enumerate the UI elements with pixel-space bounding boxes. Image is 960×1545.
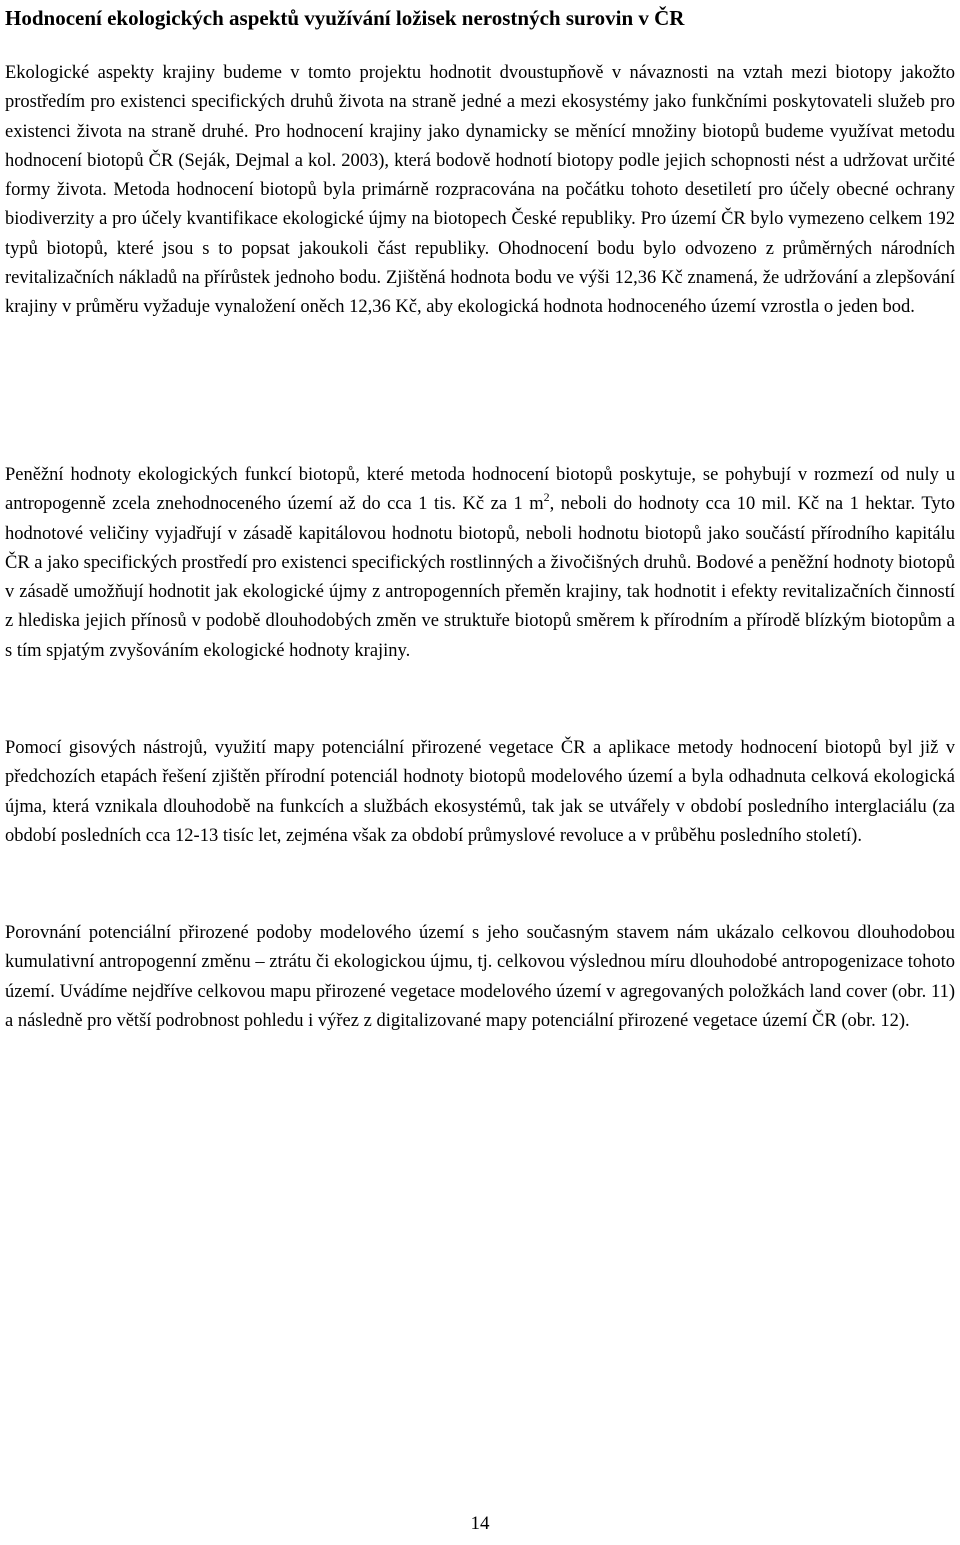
paragraph-2-text-b: , neboli do hodnoty cca 10 mil. Kč na 1 hektar. Tyto hodnotové veličiny vyjadřují v zásadě kapitálovou hodnotu biotopů, neboli hodnotu biotopů jako součástí přírodního kapitálu ČR a jako specifických prostředí pro existenci specifických rostlinných a živočišných druhů. Bodové a peněžní hodnoty biotopů v zásadě umožňují hodnotit jak ekologické újmy z antropogenních přeměn krajiny, tak hodnotit i efekty revitalizačních činností z hlediska jejich přínosů v podobě dlouhodobých změn ve struktuře biotopů směrem k přírodním a přírodě blízkým biotopům a s tím spjatým zvyšováním ekologické hodnoty krajiny. (5, 494, 955, 661)
page-number: 14 (470, 1513, 490, 1534)
paragraph-4: Porovnání potenciální přirozené podoby modelového území s jeho současným stavem nám ukázalo celkovou dlouhodobou kumulativní antropogenní změnu – ztrátu či ekologickou újmu, tj. celkovou výslednou míru dlouhodobé antropogenizace tohoto území. Uvádíme nejdříve celkovou mapu přirozené vegetace modelového území v agregovaných položkách land cover (obr. 11) a následně pro větší podrobnost pohledu i výřez z digitalizované mapy potenciální přirozené vegetace území ČR (obr. 12). (5, 923, 955, 1031)
document-title: Hodnocení ekologických aspektů využívání ložisek nerostných surovin v ČR (5, 6, 685, 30)
paragraph-3: Pomocí gisových nástrojů, využití mapy potenciální přirozené vegetace ČR a aplikace metody hodnocení biotopů byl již v předchozích etapách řešení zjištěn přírodní potenciál hodnoty biotopů modelového území a byla odhadnuta celková ekologická újma, která vznikala dlouhodobě na funkcích a službách ekosystémů, tak jak se utvářely v období posledního interglaciálu (za období posledních cca 12-13 tisíc let, zejména však za období průmyslové revoluce a v průběhu posledního století). (5, 738, 955, 846)
superscript-exponent: 2 (543, 490, 550, 505)
paragraph-2-text-a: Peněžní hodnoty ekologických funkcí biotopů, které metoda hodnocení biotopů poskytuje, se pohybují v rozmezí od nuly u antropogenně zcela znehodnoceného území až do cca 1 tis. Kč za 1 m (5, 465, 955, 515)
paragraph-1: Ekologické aspekty krajiny budeme v tomto projektu hodnotit dvoustupňově v návaznosti na vztah mezi biotopy jakožto prostředím pro existenci specifických druhů života na straně jedné a mezi ekosystémy jako funkčními poskytovateli služeb pro existenci života na straně druhé. Pro hodnocení krajiny jako dynamicky se měnící množiny biotopů budeme využívat metodu hodnocení biotopů ČR (Seják, Dejmal a kol. 2003), která bodově hodnotí biotopy podle jejich schopnosti nést a udržovat určité formy života. Metoda hodnocení biotopů byla primárně rozpracována na počátku tohoto desetiletí pro účely obecné ochrany biodiverzity a pro účely kvantifikace ekologické újmy na biotopech České republiky. Pro území ČR bylo vymezeno celkem 192 typů biotopů, které jsou s to popsat jakoukoli část republiky. Ohodnocení bodu bylo odvozeno z průměrných národních revitalizačních nákladů na přírůstek jednoho bodu. Zjištěná hodnota bodu ve výši 12,36 Kč znamená, že udržování a zlepšování krajiny v průměru vyžaduje vynaložení oněch 12,36 Kč, aby ekologická hodnota hodnoceného území vzrostla o jeden bod. (5, 63, 955, 318)
paragraph-2 (5, 461, 955, 666)
